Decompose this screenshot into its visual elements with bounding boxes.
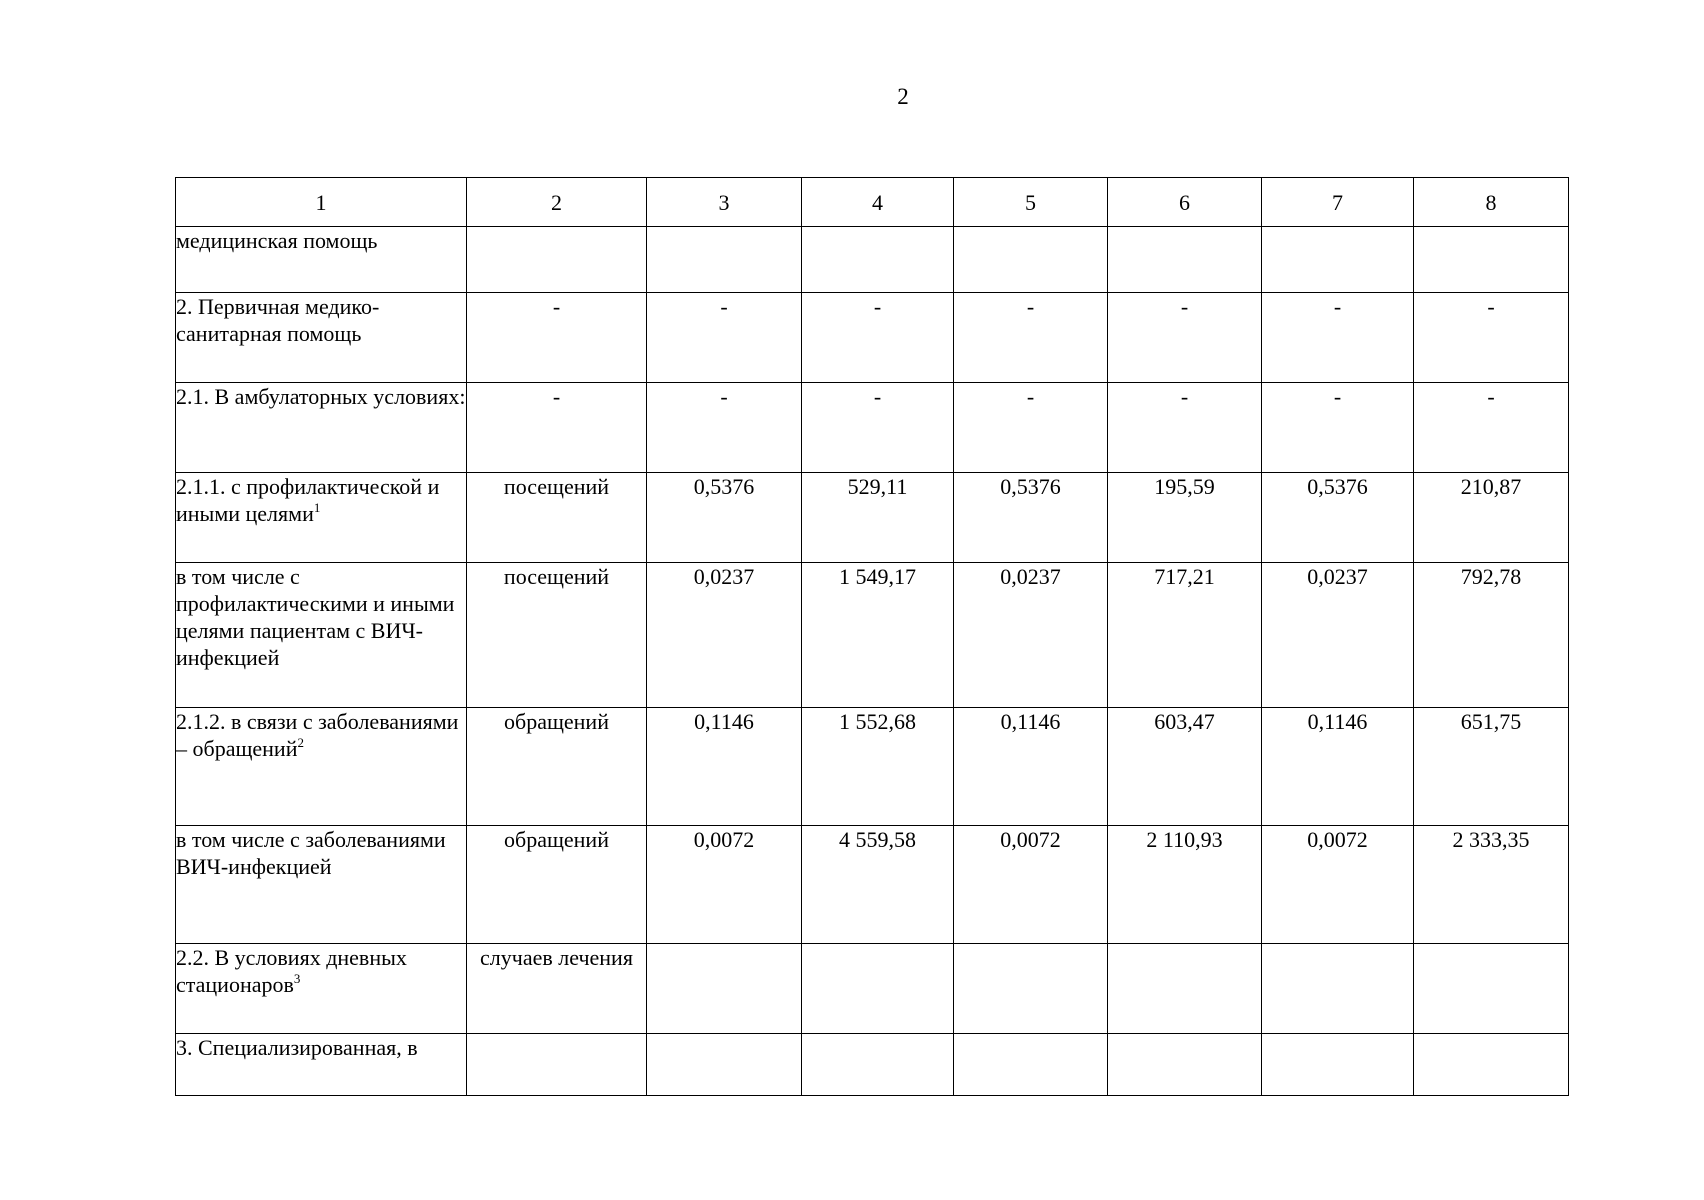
value-cell <box>1414 944 1569 1034</box>
value-cell <box>647 1034 802 1096</box>
value-cell: 2 333,35 <box>1414 826 1569 944</box>
table-row <box>176 826 1569 944</box>
value-cell: 651,75 <box>1414 708 1569 826</box>
row-label: 2.1. В амбулаторных условиях: <box>176 383 467 473</box>
unit-cell: посещений <box>467 563 647 708</box>
value-cell <box>954 1034 1108 1096</box>
value-cell <box>1414 1034 1569 1096</box>
column-header: 5 <box>954 178 1108 227</box>
value-cell <box>954 944 1108 1034</box>
value-cell: - <box>1262 293 1414 383</box>
value-cell: 0,5376 <box>647 473 802 563</box>
value-cell <box>954 227 1108 293</box>
table-row <box>176 227 1569 293</box>
value-cell: 792,78 <box>1414 563 1569 708</box>
table-row <box>176 383 1569 473</box>
footnote-marker: 1 <box>313 500 321 515</box>
table-row <box>176 563 1569 708</box>
value-cell: - <box>647 293 802 383</box>
value-cell: 717,21 <box>1108 563 1262 708</box>
value-cell <box>802 944 954 1034</box>
footnote-marker: 3 <box>293 971 301 986</box>
unit-cell: обращений <box>467 708 647 826</box>
value-cell <box>1414 227 1569 293</box>
column-header: 6 <box>1108 178 1262 227</box>
value-cell: 1 549,17 <box>802 563 954 708</box>
table-row <box>176 293 1569 383</box>
value-cell: - <box>1414 383 1569 473</box>
value-cell: - <box>954 293 1108 383</box>
unit-cell: обращений <box>467 826 647 944</box>
value-cell <box>647 944 802 1034</box>
value-cell: 0,0072 <box>954 826 1108 944</box>
value-cell: 0,5376 <box>954 473 1108 563</box>
table-row <box>176 473 1569 563</box>
column-header: 8 <box>1414 178 1569 227</box>
column-header: 7 <box>1262 178 1414 227</box>
column-header: 1 <box>176 178 467 227</box>
value-cell: - <box>954 383 1108 473</box>
unit-cell: посещений <box>467 473 647 563</box>
value-cell <box>1108 1034 1262 1096</box>
unit-cell: случаев лечения <box>467 944 647 1034</box>
value-cell: - <box>1108 383 1262 473</box>
value-cell: 2 110,93 <box>1108 826 1262 944</box>
value-cell <box>1262 944 1414 1034</box>
value-cell <box>1108 944 1262 1034</box>
value-cell: - <box>647 383 802 473</box>
row-label: в том числе с заболеваниями ВИЧ-инфекцией <box>176 826 467 944</box>
value-cell: - <box>802 293 954 383</box>
column-header: 3 <box>647 178 802 227</box>
row-label: 2.2. В условиях дневных стационаров$^3$ <box>176 944 467 1034</box>
value-cell: - <box>802 383 954 473</box>
row-label: 2.1.1. с профилактической и иными целями$^1$ <box>176 473 467 563</box>
value-cell: 0,1146 <box>954 708 1108 826</box>
value-cell: 0,0072 <box>1262 826 1414 944</box>
value-cell <box>1262 227 1414 293</box>
row-label: 2. Первичная медико-санитарная помощь <box>176 293 467 383</box>
footnote-marker: 2 <box>297 735 304 750</box>
table-row <box>176 708 1569 826</box>
value-cell: - <box>1108 293 1262 383</box>
row-label: 2.1.2. в связи с заболеваниями – обращений$^2$ <box>176 708 467 826</box>
page-number: 2 <box>897 84 909 109</box>
value-cell <box>802 1034 954 1096</box>
data-table <box>175 177 1569 1096</box>
value-cell: 1 552,68 <box>802 708 954 826</box>
row-label: медицинская помощь <box>176 227 467 293</box>
value-cell: 0,1146 <box>1262 708 1414 826</box>
value-cell: 603,47 <box>1108 708 1262 826</box>
unit-cell <box>467 1034 647 1096</box>
value-cell: 4 559,58 <box>802 826 954 944</box>
row-label: в том числе с профилактическими и иными целями пациентам с ВИЧ-инфекцией <box>176 563 467 708</box>
value-cell <box>647 227 802 293</box>
column-header: 2 <box>467 178 647 227</box>
unit-cell: - <box>467 293 647 383</box>
header-row <box>176 178 1569 227</box>
value-cell: 0,1146 <box>647 708 802 826</box>
value-cell: 0,5376 <box>1262 473 1414 563</box>
row-label: 3. Специализированная, в <box>176 1034 467 1096</box>
unit-cell <box>467 227 647 293</box>
unit-cell: - <box>467 383 647 473</box>
value-cell: 0,0072 <box>647 826 802 944</box>
value-cell <box>1108 227 1262 293</box>
value-cell: - <box>1262 383 1414 473</box>
value-cell: 0,0237 <box>647 563 802 708</box>
value-cell: 210,87 <box>1414 473 1569 563</box>
value-cell: 529,11 <box>802 473 954 563</box>
table-row <box>176 944 1569 1034</box>
value-cell: 0,0237 <box>1262 563 1414 708</box>
table-row <box>176 1034 1569 1096</box>
value-cell: 195,59 <box>1108 473 1262 563</box>
value-cell <box>802 227 954 293</box>
value-cell: 0,0237 <box>954 563 1108 708</box>
value-cell: - <box>1414 293 1569 383</box>
value-cell <box>1262 1034 1414 1096</box>
column-header: 4 <box>802 178 954 227</box>
